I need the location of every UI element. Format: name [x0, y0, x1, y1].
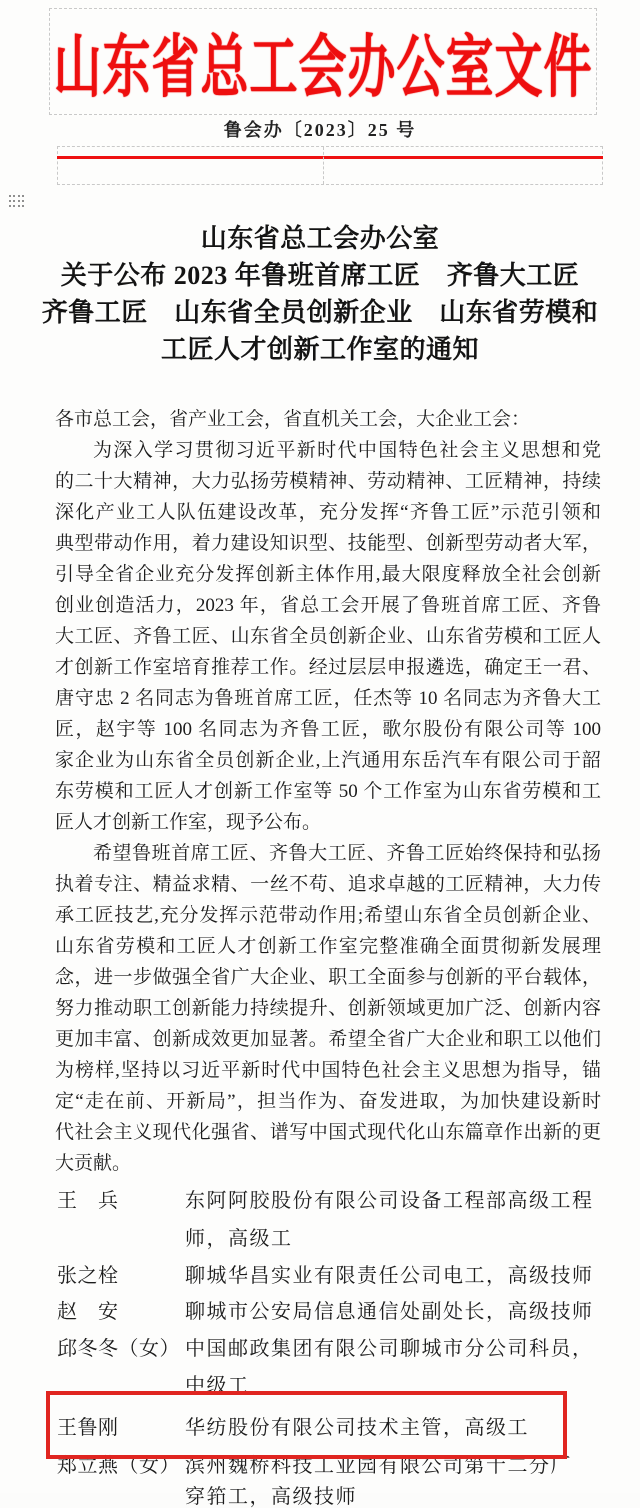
body-line: 执着专注、精益求精、一丝不苟、追求卓越的工匠精神，大力传	[55, 874, 601, 895]
body-line: 为深入学习贯彻习近平新时代中国特色社会主义思想和党	[93, 440, 601, 461]
body-line: 家企业为山东省全员创新企业,上汽通用东岳汽车有限公司于韶	[55, 750, 601, 771]
title-line: 山东省总工会办公室	[200, 224, 440, 253]
awardee-desc: 东阿阿胶股份有限公司设备工程部高级工程	[185, 1190, 594, 1212]
body-line: 大工匠、齐鲁工匠、山东省全员创新企业、山东省劳模和工匠人	[55, 626, 601, 647]
body-line: 为榜样,坚持以习近平新时代中国特色社会主义思想为指导，锚	[55, 1060, 601, 1081]
awardee-name: 邱冬冬（女）	[57, 1338, 180, 1360]
red-separator-line	[57, 156, 603, 159]
body-line: 代社会主义现代化强省、谱写中国式现代化山东篇章作出新的更	[55, 1122, 601, 1143]
body-line: 的二十大精神，大力弘扬劳模精神、劳动精神、工匠精神，持续	[55, 471, 601, 492]
body-line: 唐守忠 2 名同志为鲁班首席工匠，任杰等 10 名同志为齐鲁大工	[55, 688, 601, 709]
body-line: 定“走在前、开新局”，担当作为、奋发进取，为加快建设新时	[55, 1091, 601, 1112]
rule-box-divider	[323, 147, 324, 184]
title-line: 关于公布 2023 年鲁班首席工匠 齐鲁大工匠	[60, 261, 580, 290]
title-line: 工匠人才创新工作室的通知	[160, 335, 479, 364]
body-line: 引导全省企业充分发挥创新主体作用,最大限度释放全社会创新	[55, 564, 601, 585]
body-line: 希望鲁班首席工匠、齐鲁大工匠、齐鲁工匠始终保持和弘扬	[93, 843, 601, 864]
list-item	[57, 1486, 617, 1508]
body-line: 创业创造活力，2023 年，省总工会开展了鲁班首席工匠、齐鲁	[55, 595, 601, 616]
awardee-name: 赵 安	[57, 1301, 119, 1323]
reference-rule-box	[57, 146, 603, 185]
title-line: 齐鲁工匠 山东省全员创新企业 山东省劳模和	[41, 298, 599, 327]
body-line: 更加丰富、创新成效更加显著。希望全省广大企业和职工以他们	[55, 1029, 601, 1050]
doc-number: 鲁会办〔2023〕25 号	[223, 120, 417, 140]
list-item	[57, 1265, 617, 1287]
awardee-desc: 中级工	[185, 1375, 250, 1397]
awardee-name: 王鲁刚	[57, 1417, 119, 1439]
drag-dots-icon	[9, 195, 11, 197]
body-line: 东劳模和工匠人才创新工作室等 50 个工作室为山东省劳模和工	[55, 781, 601, 802]
body-line: 深化产业工人队伍建设改革，充分发挥“齐鲁工匠”示范引领和	[55, 502, 601, 523]
awardee-desc: 穿筘工，高级技师	[185, 1486, 357, 1508]
awardee-name: 郑立燕（女）	[57, 1455, 180, 1477]
list-item	[57, 1338, 617, 1360]
awardee-desc: 中国邮政集团有限公司聊城市分公司科员，	[185, 1338, 594, 1360]
document-title	[0, 220, 640, 368]
awardee-desc: 聊城华昌实业有限责任公司电工，高级技师	[185, 1265, 594, 1287]
list-item	[57, 1190, 617, 1212]
body-text	[55, 404, 601, 1179]
awardee-desc: 聊城市公安局信息通信处副处长，高级技师	[185, 1301, 594, 1323]
awardee-name: 张之栓	[57, 1265, 119, 1287]
body-line: 匠，赵宇等 100 名同志为齐鲁工匠，歌尔股份有限公司等 100	[55, 719, 601, 740]
list-item	[57, 1228, 617, 1250]
body-line: 承工匠技艺,充分发挥示范带动作用;希望山东省全员创新企业、	[55, 905, 601, 926]
salutation: 各市总工会，省产业工会，省直机关工会，大企业工会：	[55, 409, 531, 430]
body-line: 典型带动作用，着力建设知识型、技能型、创新型劳动者大军，	[55, 533, 601, 554]
awardee-name: 王 兵	[57, 1190, 119, 1212]
body-line: 大贡献。	[55, 1153, 132, 1174]
awardee-desc: 滨州魏桥科技工业园有限公司第十二分厂	[185, 1455, 572, 1477]
body-line: 匠人才创新工作室，现予公布。	[55, 812, 322, 833]
awardee-desc: 师，高级工	[185, 1228, 293, 1250]
body-line: 山东省劳模和工匠人才创新工作室完整准确全面贯彻新发展理	[55, 936, 601, 957]
body-line: 才创新工作室培育推荐工作。经过层层申报遴选，确定王一君、	[55, 657, 601, 678]
list-item	[57, 1301, 617, 1323]
awardee-desc: 华纺股份有限公司技术主管，高级工	[185, 1417, 529, 1439]
body-line: 努力推动职工创新能力持续提升、创新领域更加广泛、创新内容	[55, 998, 601, 1019]
body-line: 念，进一步做强全省广大企业、职工全面参与创新的平台载体，	[55, 967, 601, 988]
banner-box	[49, 8, 597, 115]
highlight-rectangle	[46, 1391, 567, 1459]
banner-title: 山东省总工会办公室文件	[53, 30, 593, 107]
